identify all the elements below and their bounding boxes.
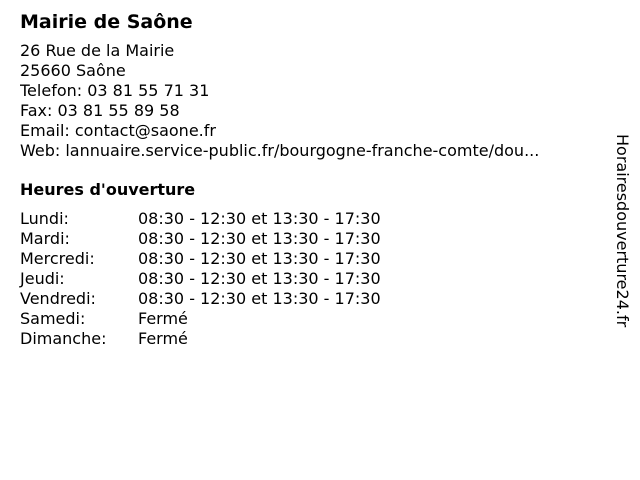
hours-row-sunday bbox=[20, 329, 610, 349]
info-card bbox=[20, 9, 610, 349]
day-hours: 08:30 - 12:30 et 13:30 - 17:30 bbox=[138, 269, 381, 288]
opening-hours-heading: Heures d'ouverture bbox=[20, 180, 196, 199]
day-hours: 08:30 - 12:30 et 13:30 - 17:30 bbox=[138, 289, 381, 308]
day-hours: Fermé bbox=[138, 309, 188, 328]
phone-number: Telefon: 03 81 55 71 31 bbox=[20, 81, 210, 100]
day-hours: 08:30 - 12:30 et 13:30 - 17:30 bbox=[138, 209, 381, 228]
page-title: Mairie de Saône bbox=[20, 11, 193, 33]
street-address: 26 Rue de la Mairie bbox=[20, 41, 175, 60]
hours-row-thursday bbox=[20, 269, 610, 289]
day-hours: 08:30 - 12:30 et 13:30 - 17:30 bbox=[138, 249, 381, 268]
email-address: Email: contact@saone.fr bbox=[20, 121, 216, 140]
day-hours: Fermé bbox=[138, 329, 188, 348]
day-label: Dimanche: bbox=[20, 329, 107, 348]
fax-number: Fax: 03 81 55 89 58 bbox=[20, 101, 180, 120]
city-address: 25660 Saône bbox=[20, 61, 126, 80]
day-label: Lundi: bbox=[20, 209, 69, 228]
hours-row-saturday bbox=[20, 309, 610, 329]
hours-row-friday bbox=[20, 289, 610, 309]
site-brand-watermark: Horairesdouverture24.fr bbox=[613, 134, 632, 328]
day-label: Samedi: bbox=[20, 309, 86, 328]
day-label: Mercredi: bbox=[20, 249, 95, 268]
hours-row-monday bbox=[20, 209, 610, 229]
day-label: Mardi: bbox=[20, 229, 70, 248]
hours-row-tuesday bbox=[20, 229, 610, 249]
opening-hours-table bbox=[20, 209, 610, 349]
web-address: Web: lannuaire.service-public.fr/bourgogne-franche-comte/dou... bbox=[20, 141, 540, 160]
hours-row-wednesday bbox=[20, 249, 610, 269]
day-label: Vendredi: bbox=[20, 289, 96, 308]
day-hours: 08:30 - 12:30 et 13:30 - 17:30 bbox=[138, 229, 381, 248]
day-label: Jeudi: bbox=[20, 269, 65, 288]
